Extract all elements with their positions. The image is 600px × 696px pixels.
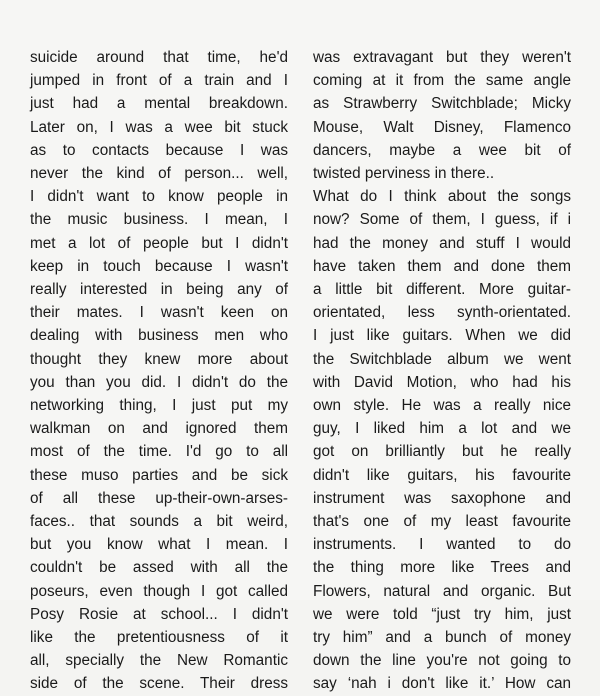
text-line: with David Motion, who had his bbox=[313, 373, 571, 391]
text-line: got on brilliantly but he really bbox=[313, 443, 571, 461]
text-line: thought they knew more about bbox=[30, 350, 288, 368]
text-line: we were told “just try him, just bbox=[313, 605, 571, 623]
text-line: a little bit different. More guitar- bbox=[313, 281, 571, 299]
text-line: the Switchblade album we went bbox=[313, 350, 571, 368]
text-line: I just like guitars. When we did bbox=[313, 327, 571, 345]
text-line: suicide around that time, he'd bbox=[30, 49, 288, 66]
text-line: their mates. I wasn't keen on bbox=[30, 304, 288, 322]
text-line: you than you did. I didn't do the bbox=[30, 373, 288, 391]
text-line: but you know what I mean. I bbox=[30, 536, 288, 554]
text-line: poseurs, even though I got called bbox=[30, 582, 288, 600]
text-line: instrument was saxophone and bbox=[313, 489, 571, 507]
text-line: as Strawberry Switchblade; Micky bbox=[313, 95, 571, 113]
text-line: faces.. that sounds a bit weird, bbox=[30, 513, 288, 531]
text-line: have taken them and done them bbox=[313, 257, 571, 275]
text-line: the music business. I mean, I bbox=[30, 211, 288, 229]
text-line: didn't like guitars, his favourite bbox=[313, 466, 571, 484]
text-line: walkman on and ignored them bbox=[30, 420, 288, 438]
text-line: networking thing, I just put my bbox=[30, 397, 288, 415]
text-line: say ‘nah i don't like it.’ How can bbox=[313, 675, 571, 693]
text-column-left bbox=[30, 46, 288, 696]
text-line: Later on, I was a wee bit stuck bbox=[30, 118, 288, 136]
text-line: twisted perviness in there.. bbox=[313, 165, 495, 183]
text-line: orientated, less synth-orientated. bbox=[313, 304, 571, 322]
text-line: coming at it from the same angle bbox=[313, 72, 571, 90]
text-line: Flowers, natural and organic. But bbox=[313, 582, 571, 600]
text-column-right bbox=[313, 46, 571, 696]
text-line: as to contacts because I was bbox=[30, 141, 288, 159]
text-line: now? Some of them, I guess, if i bbox=[313, 211, 571, 229]
text-line: What do I think about the songs bbox=[313, 188, 571, 206]
text-line: Posy Rosie at school... I didn't bbox=[30, 605, 288, 623]
text-line: I didn't want to know people in bbox=[30, 188, 288, 206]
text-line: these muso parties and be sick bbox=[30, 466, 288, 484]
text-line: was extravagant but they weren't bbox=[313, 49, 571, 66]
text-line: had the money and stuff I would bbox=[313, 234, 571, 252]
text-line: keep in touch because I wasn't bbox=[30, 257, 288, 275]
text-line: down the line you're not going to bbox=[313, 652, 571, 670]
text-line: dealing with business men who bbox=[30, 327, 288, 345]
text-line: dancers, maybe a wee bit of bbox=[313, 141, 571, 159]
text-line: of all these up-their-own-arses- bbox=[30, 489, 288, 507]
text-line: never the kind of person... well, bbox=[30, 165, 288, 183]
text-line: Mouse, Walt Disney, Flamenco bbox=[313, 118, 571, 136]
text-line: met a lot of people but I didn't bbox=[30, 234, 288, 252]
text-line: guy, I liked him a lot and we bbox=[313, 420, 571, 438]
text-line: side of the scene. Their dress bbox=[30, 675, 288, 693]
text-line: just had a mental breakdown. bbox=[30, 95, 288, 113]
text-line: instruments. I wanted to do bbox=[313, 536, 571, 554]
text-line: couldn't be assed with all the bbox=[30, 559, 288, 577]
text-line: like the pretentiousness of it bbox=[30, 629, 288, 647]
text-line: that's one of my least favourite bbox=[313, 513, 571, 531]
text-line: most of the time. I'd go to all bbox=[30, 443, 288, 461]
text-line: jumped in front of a train and I bbox=[30, 72, 288, 90]
text-line: really interested in being any of bbox=[30, 281, 288, 299]
text-line: all, specially the New Romantic bbox=[30, 652, 288, 670]
text-line: the thing more like Trees and bbox=[313, 559, 571, 577]
text-line: try him” and a bunch of money bbox=[313, 629, 571, 647]
text-line: own style. He was a really nice bbox=[313, 397, 571, 415]
